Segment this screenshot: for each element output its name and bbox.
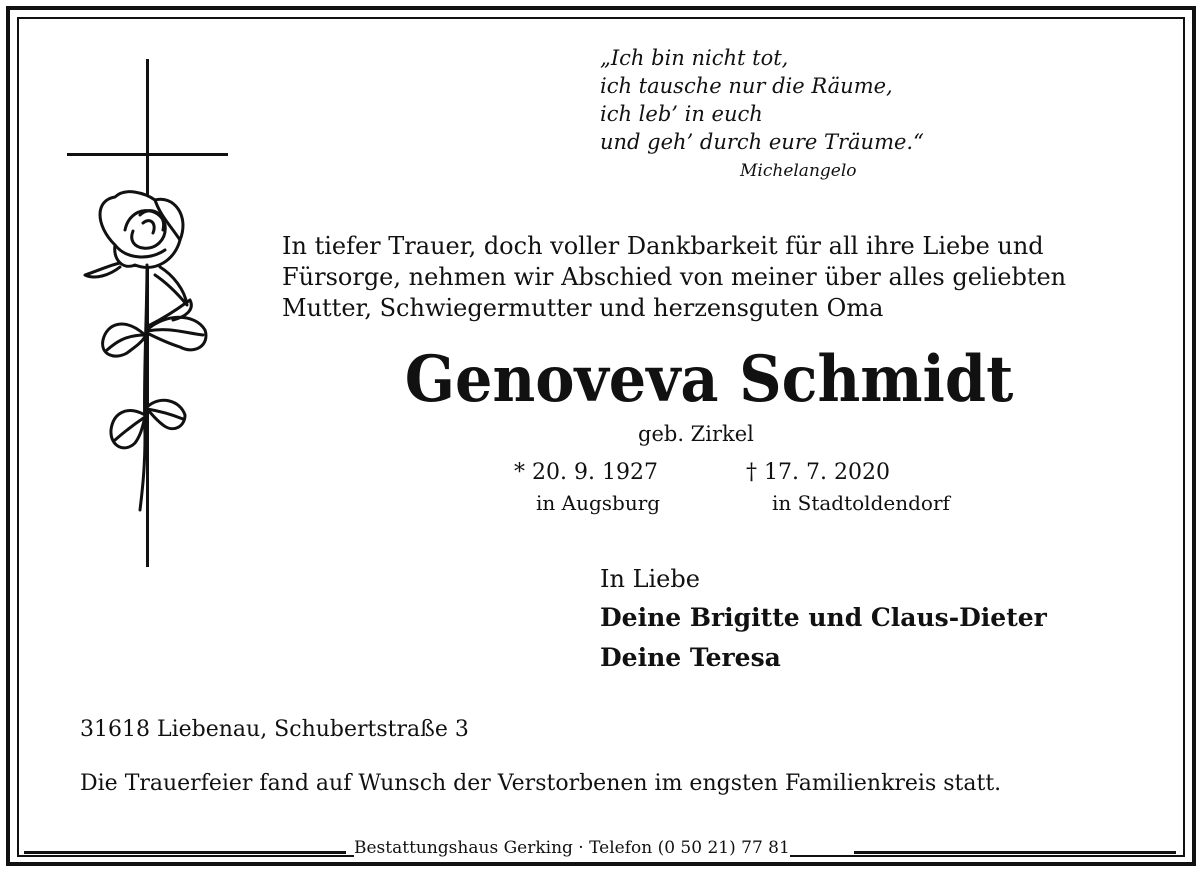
deceased-name: Genoveva Schmidt bbox=[404, 342, 1014, 417]
birth-place: in Augsburg bbox=[536, 491, 661, 515]
mourner-name: Deine Teresa bbox=[600, 643, 781, 672]
cross-rose-decoration bbox=[55, 55, 245, 575]
birth-date: * 20. 9. 1927 bbox=[514, 460, 658, 485]
footer-rule-left bbox=[24, 851, 346, 854]
poem-line: ich tausche nur die Räume, bbox=[600, 74, 893, 98]
footer-rule-right bbox=[854, 851, 1176, 854]
poem-line: ich leb’ in euch bbox=[600, 102, 763, 126]
poem-line: „Ich bin nicht tot, bbox=[600, 46, 789, 70]
footer-funeral-home: Bestattungshaus Gerking · Telefon (0 50 21) 77 81 bbox=[354, 838, 790, 858]
poem-line: und geh’ durch eure Träume.“ bbox=[600, 130, 924, 154]
funeral-notice: Die Trauerfeier fand auf Wunsch der Verstorbenen im engsten Familienkreis statt. bbox=[80, 771, 1002, 796]
poem-quote bbox=[600, 44, 924, 156]
intro-line: Mutter, Schwiegermutter und herzensguten Oma bbox=[282, 294, 884, 322]
death-place: in Stadtoldendorf bbox=[772, 491, 950, 515]
address: 31618 Liebenau, Schubertstraße 3 bbox=[80, 717, 469, 742]
intro-line: Fürsorge, nehmen wir Abschied von meiner über alles geliebten bbox=[282, 263, 1067, 291]
death-date: † 17. 7. 2020 bbox=[746, 460, 890, 485]
mourner-name: Deine Brigitte und Claus-Dieter bbox=[600, 603, 1047, 632]
intro-line: In tiefer Trauer, doch voller Dankbarkeit für all ihre Liebe und bbox=[282, 232, 1044, 260]
in-love-label: In Liebe bbox=[600, 565, 700, 593]
birth-name: geb. Zirkel bbox=[638, 422, 754, 446]
poem-author: Michelangelo bbox=[740, 161, 857, 181]
intro-text bbox=[282, 231, 1066, 324]
